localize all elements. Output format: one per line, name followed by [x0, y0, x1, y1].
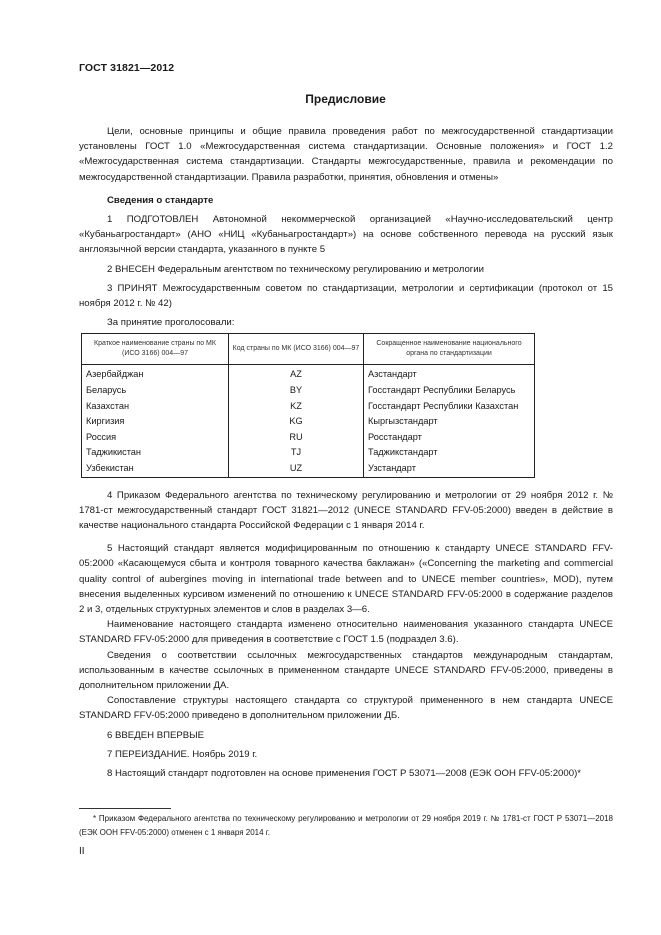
table-row — [82, 399, 535, 415]
cell-body: Росстандарт — [364, 430, 535, 446]
vote-table — [81, 333, 535, 477]
cell-body: Кыргызстандарт — [364, 414, 535, 430]
cell-body: Госстандарт Республики Беларусь — [364, 383, 535, 399]
document-body — [79, 124, 613, 781]
cell-body: Узстандарт — [364, 461, 535, 477]
voted-label: За принятие проголосовали: — [107, 317, 235, 329]
table-header-country: Краткое наименование страны по МК (ИСО 3166) 004—97 — [82, 334, 229, 365]
cell-code: RU — [229, 430, 364, 446]
cell-body: Госстандарт Республики Казахстан — [364, 399, 535, 415]
item-3: 3 ПРИНЯТ Межгосударственным советом по стандартизации, метрологии и сертификации (протокол от 15 ноября 2012 г. № 42) — [79, 282, 613, 310]
standard-code: ГОСТ 31821—2012 — [79, 62, 175, 74]
cell-body: Азстандарт — [364, 365, 535, 383]
cell-code: UZ — [229, 461, 364, 477]
cell-code: BY — [229, 383, 364, 399]
cell-country: Узбекистан — [82, 461, 229, 477]
section-heading: Сведения о стандарте — [107, 194, 214, 206]
item-5-paragraph-1: 5 Настоящий стандарт является модифицированным по отношению к стандарту UNECE STANDARD FFV-05:2000 «Касающемуся сбыта и контроля товарного качества баклажан» («Concerning the marketing and commercial quality control of aubergines moving in international trade between and to UNECE member countries», MOD), путем внесения выделенных курсивом изменений по отношению к UNECE STANDARD FFV-05:2000 в содержание разделов 2 и 3, отдельных структурных элементов и слов в разделах 3—6. — [79, 543, 613, 616]
cell-country: Казахстан — [82, 399, 229, 415]
table-row — [82, 365, 535, 383]
table-header-body: Сокращенное наименование национального органа по стандартизации — [364, 334, 535, 365]
cell-country: Беларусь — [82, 383, 229, 399]
page-title: Предисловие — [305, 92, 386, 106]
item-5-paragraph-3: Сведения о соответствии ссылочных межгосударственных стандартов международным стандартам, использованным в качестве ссылочных в примененном стандарте UNECE STANDARD FFV-05:2000, приведены в дополнительном приложении ДА. — [79, 649, 613, 692]
item-8: 8 Настоящий стандарт подготовлен на основе применения ГОСТ Р 53071—2008 (ЕЭК ООН FFV-05:2000)* — [107, 768, 581, 780]
item-2: 2 ВНЕСЕН Федеральным агентством по техническому регулированию и метрологии — [107, 263, 485, 275]
item-6: 6 ВВЕДЕН ВПЕРВЫЕ — [107, 729, 205, 741]
cell-body: Таджикстандарт — [364, 445, 535, 461]
footnote-divider — [79, 808, 171, 809]
item-7: 7 ПЕРЕИЗДАНИЕ. Ноябрь 2019 г. — [107, 748, 258, 760]
table-row — [82, 461, 535, 477]
item-4: 4 Приказом Федерального агентства по техническому регулированию и метрологии от 29 ноября 2012 г. № 1781-ст межгосударственный стандарт ГОСТ 31821—2012 (UNECE STANDARD FFV-05:2000) введен в действие в качестве национального стандарта Российской Федерации с 1 января 2014 г. — [79, 489, 613, 531]
table-row — [82, 430, 535, 446]
cell-country: Азербайджан — [82, 365, 229, 383]
cell-code: KZ — [229, 399, 364, 415]
table-header-code: Код страны по МК (ИСО 3166) 004—97 — [229, 334, 364, 365]
cell-code: KG — [229, 414, 364, 430]
item-5-paragraph-4: Сопоставление структуры настоящего стандарта со структурой примененного в нем стандарта UNECE STANDARD FFV-05:2000 приведено в дополнительном приложении ДБ. — [79, 695, 613, 722]
cell-code: AZ — [229, 365, 364, 383]
cell-country: Киргизия — [82, 414, 229, 430]
table-row — [82, 445, 535, 461]
intro-paragraph: Цели, основные принципы и общие правила проведения работ по межгосударственной стандартизации установлены ГОСТ 1.0 «Межгосударственная система стандартизации. Основные положения» и ГОСТ 1.2 «Межгосударственная система стандартизации. Стандарты межгосударственные, правила и рекомендации по межгосударственной стандартизации. Правила разработки, принятия, обновления и отмены» — [79, 126, 613, 183]
item-5-paragraph-2: Наименование настоящего стандарта изменено относительно наименования указанного стандарта UNECE STANDARD FFV-05:2000 для приведения в соответствие с ГОСТ 1.5 (подраздел 3.6). — [79, 619, 613, 646]
table-row — [82, 414, 535, 430]
item-1: 1 ПОДГОТОВЛЕН Автономной некоммерческой организацией «Научно-исследовательский центр «Кубаньагростандарт» (АНО «НИЦ «Кубаньагростандарт») на основе собственного перевода на русский язык англоязычной версии стандарта, указанного в пункте 5 — [79, 214, 613, 256]
cell-code: TJ — [229, 445, 364, 461]
page-number: II — [79, 846, 85, 857]
table-row — [82, 383, 535, 399]
cell-country: Таджикистан — [82, 445, 229, 461]
footnote-text: * Приказом Федерального агентства по техническому регулированию и метрологии от 29 ноября 2019 г. № 1781-ст ГОСТ Р 53071—2018 (ЕЭК ООН FFV-05:2000) отменен с 1 января 2014 г. — [79, 814, 613, 837]
footnote — [79, 812, 613, 839]
cell-country: Россия — [82, 430, 229, 446]
